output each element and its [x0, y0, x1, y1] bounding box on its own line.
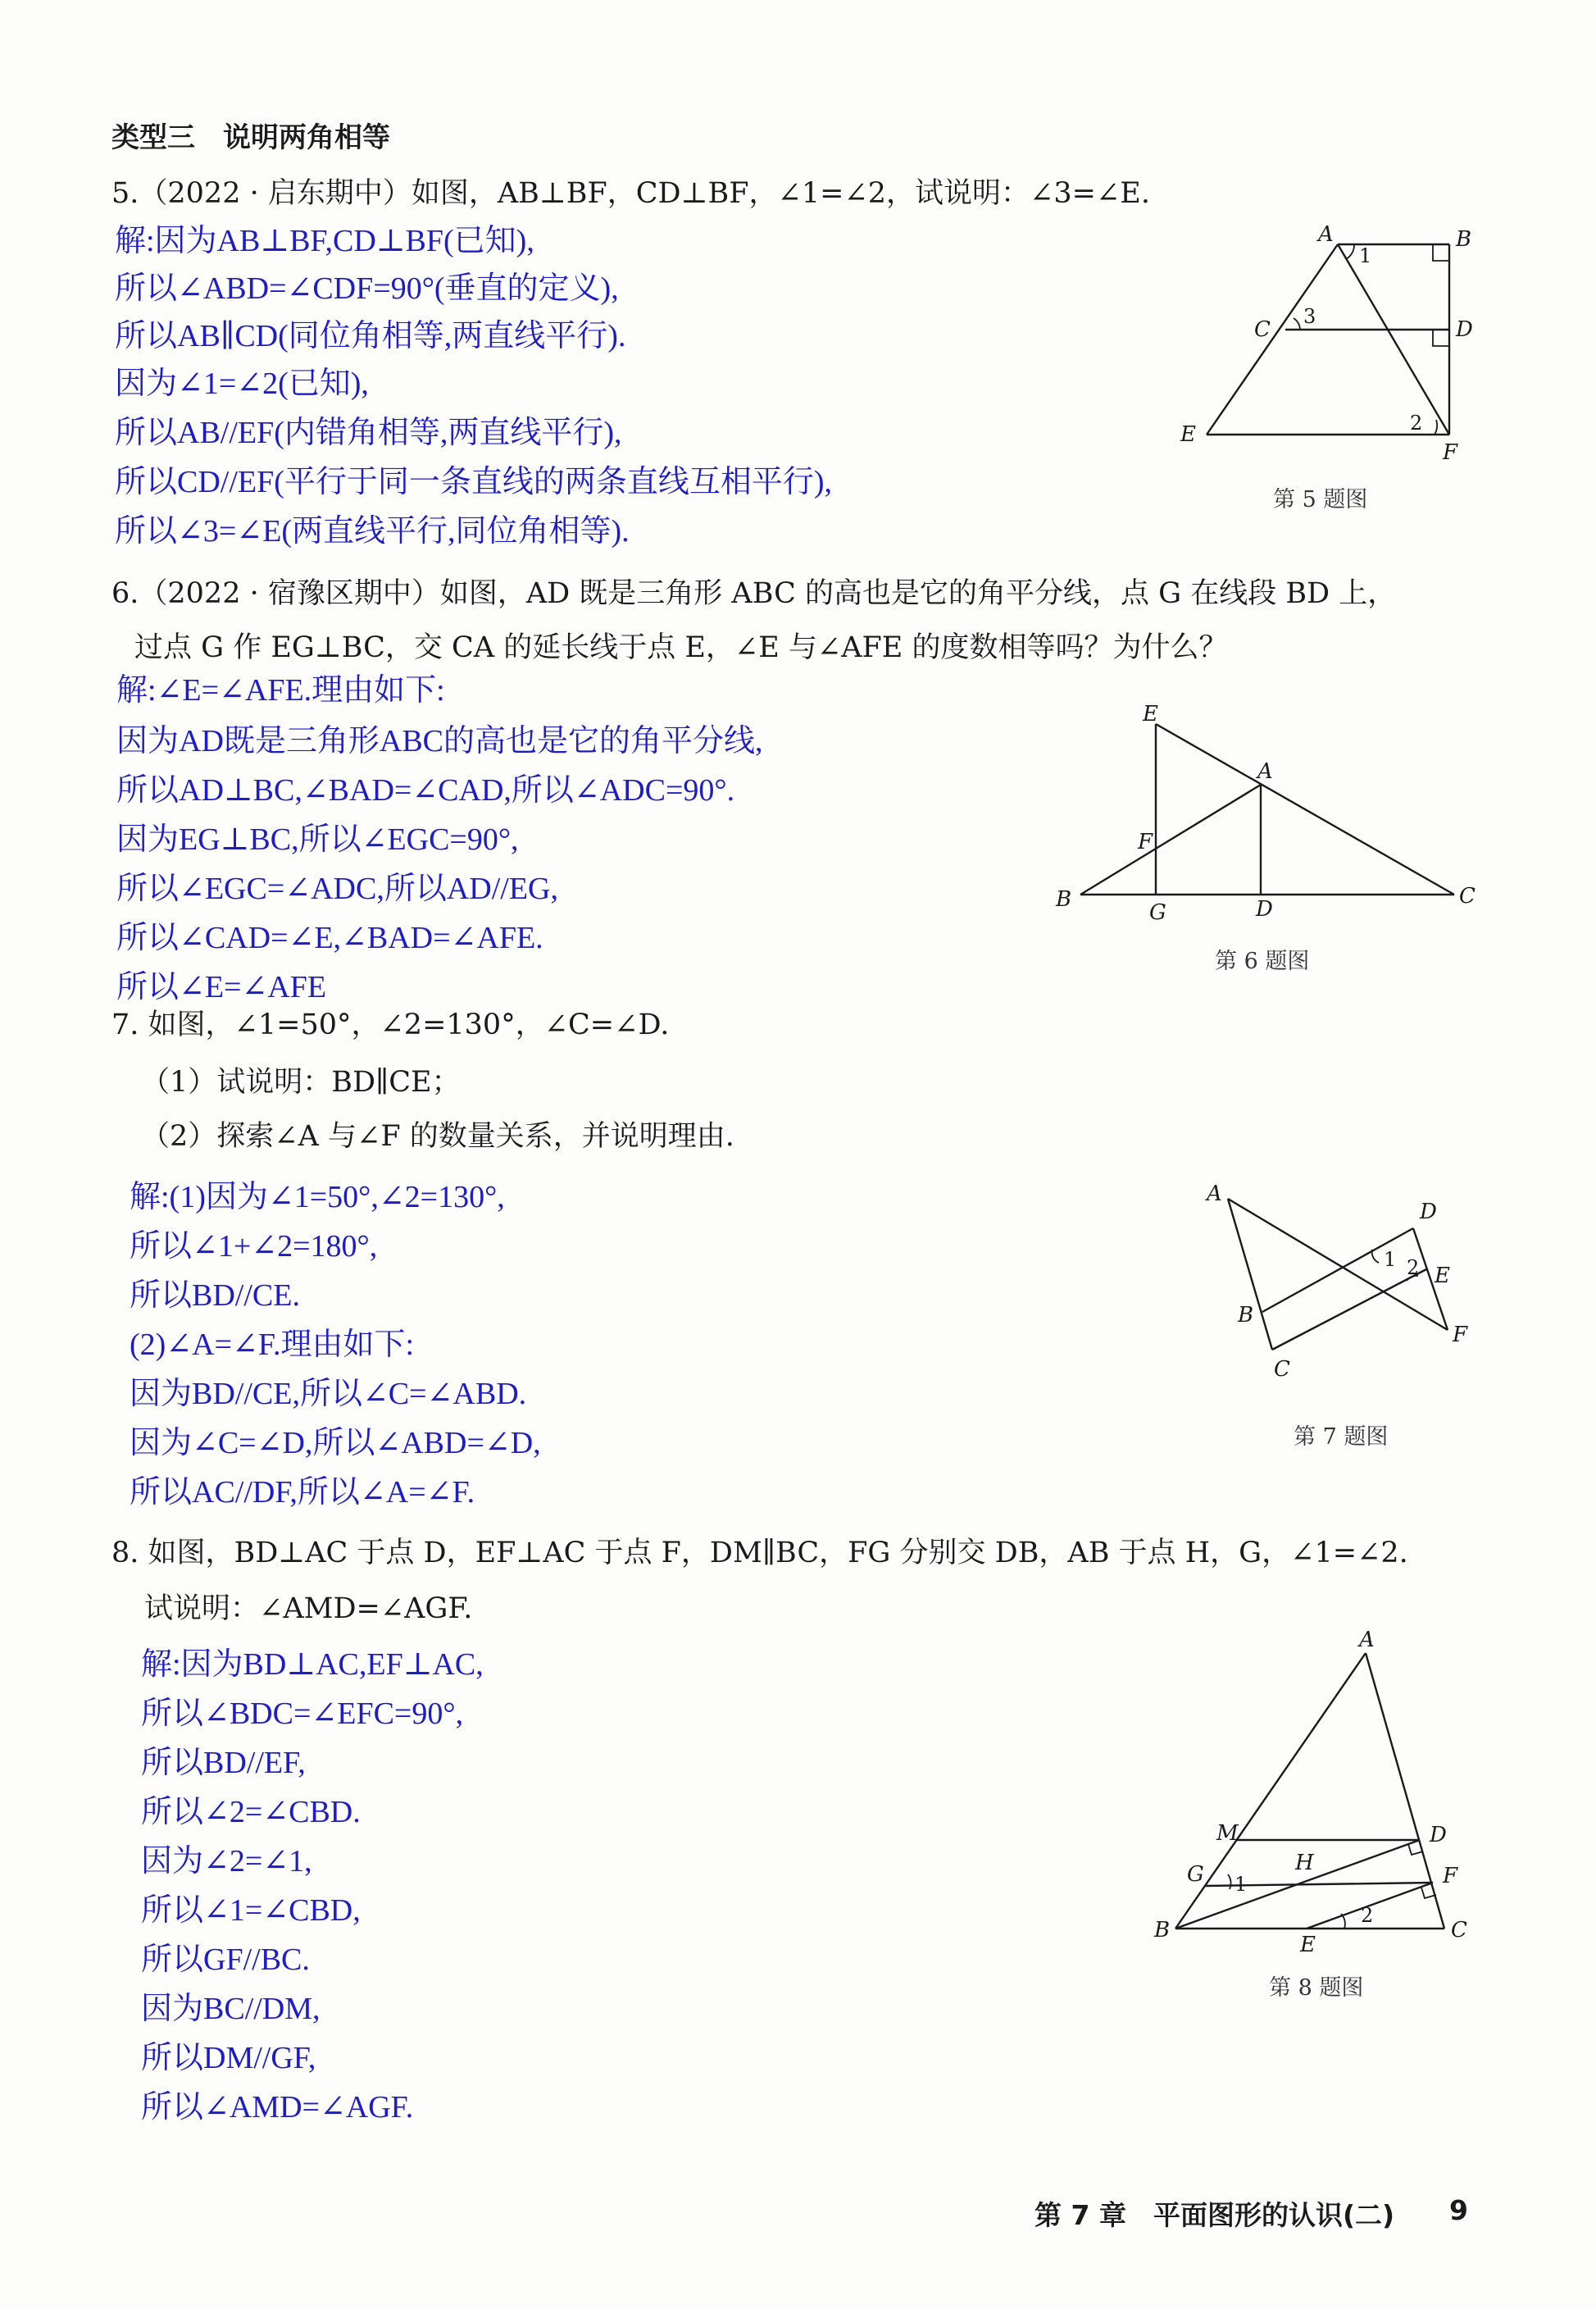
- point-label-F: F: [1443, 1864, 1458, 1888]
- point-label-C: C: [1254, 317, 1271, 342]
- answer-line: 因为AD既是三角形ABC的高也是它的角平分线,: [116, 724, 763, 758]
- point-label-M: M: [1216, 1821, 1239, 1846]
- point-label-E: E: [1435, 1264, 1450, 1288]
- answer-line: 所以AC//DF,所以∠A=∠F.: [130, 1475, 475, 1510]
- point-label-C: C: [1459, 884, 1476, 909]
- answer-line: 因为EG⊥BC,所以∠EGC=90°,: [116, 822, 519, 857]
- q6-stem-line2: 过点 G 作 EG⊥BC，交 CA 的延长线于点 E，∠E 与∠AFE 的度数相等吗？为什么？: [134, 631, 1228, 664]
- q5-figure: [1148, 221, 1476, 467]
- answer-line: 因为BD//CE,所以∠C=∠ABD.: [130, 1377, 527, 1411]
- angle-label-3: 3: [1303, 305, 1316, 328]
- point-label-F: F: [1443, 440, 1458, 465]
- q6-stem-line1: 6.（2022 · 宿豫区期中）如图，AD 既是三角形 ABC 的高也是它的角平分线，点 G 在线段 BD 上，: [111, 577, 1397, 610]
- answer-line: 所以∠1+∠2=180°,: [130, 1229, 378, 1264]
- footer-chapter: 第 7 章 平面图形的认识(二): [1034, 2199, 1395, 2231]
- point-label-E: E: [1143, 702, 1158, 726]
- answer-line: 所以∠2=∠CBD.: [141, 1795, 361, 1829]
- angle-label-1: 1: [1384, 1248, 1397, 1271]
- answer-line: 因为BC//DM,: [141, 1992, 321, 2026]
- angle-label-1: 1: [1235, 1873, 1248, 1896]
- q7-caption: 第 7 题图: [1294, 1424, 1389, 1450]
- answer-line: 所以∠3=∠E(两直线平行,同位角相等).: [115, 514, 630, 549]
- q5-caption: 第 5 题图: [1273, 487, 1368, 512]
- answer-line: 解:(1)因为∠1=50°,∠2=130°,: [130, 1180, 505, 1214]
- point-label-H: H: [1295, 1851, 1314, 1875]
- answer-line: 解:因为BD⊥AC,EF⊥AC,: [141, 1647, 484, 1682]
- angle-label-1: 1: [1359, 244, 1372, 267]
- q8-stem-line2: 试说明：∠AMD=∠AGF.: [144, 1592, 473, 1625]
- point-label-E: E: [1300, 1933, 1316, 1957]
- answer-line: 因为∠2=∠1,: [141, 1844, 312, 1879]
- q7-stem: 7. 如图，∠1=50°，∠2=130°，∠C=∠D.: [111, 1009, 670, 1041]
- answer-line: 所以AB//EF(内错角相等,两直线平行),: [115, 416, 622, 450]
- answer-line: 所以∠BDC=∠EFC=90°,: [141, 1696, 464, 1731]
- answer-line: 解:∠E=∠AFE.理由如下:: [116, 673, 445, 708]
- answer-line: 因为∠1=∠2(已知),: [115, 367, 369, 401]
- point-label-B: B: [1154, 1918, 1171, 1942]
- angle-label-2: 2: [1410, 412, 1423, 435]
- point-label-B: B: [1456, 227, 1472, 252]
- answer-line: 所以AB∥CD(同位角相等,两直线平行).: [115, 319, 626, 353]
- q6-caption: 第 6 题图: [1215, 949, 1310, 974]
- point-label-B: B: [1056, 887, 1072, 912]
- page-number: 9: [1449, 2194, 1468, 2226]
- answer-line: 所以∠ABD=∠CDF=90°(垂直的定义),: [115, 271, 619, 306]
- answer-line: 解:因为AB⊥BF,CD⊥BF(已知),: [115, 224, 534, 258]
- point-label-A: A: [1207, 1182, 1222, 1206]
- answer-line: 所以∠AMD=∠AGF.: [141, 2090, 414, 2125]
- answer-line: 所以DM//GF,: [141, 2041, 316, 2075]
- q7-part1: （1）试说明：BD∥CE；: [141, 1066, 461, 1099]
- point-label-A: A: [1257, 759, 1273, 784]
- point-label-A: A: [1359, 1628, 1375, 1652]
- point-label-C: C: [1451, 1918, 1467, 1942]
- point-label-E: E: [1180, 422, 1196, 447]
- point-label-A: A: [1318, 222, 1334, 247]
- answer-line: 因为∠C=∠D,所以∠ABD=∠D,: [130, 1426, 541, 1460]
- point-label-D: D: [1256, 897, 1273, 922]
- answer-line: 所以BD//CE.: [130, 1278, 300, 1313]
- answer-line: 所以∠E=∠AFE: [116, 970, 327, 1004]
- answer-line: 所以∠EGC=∠ADC,所以AD//EG,: [116, 872, 558, 906]
- point-label-D: D: [1430, 1823, 1447, 1847]
- answer-line: 所以AD⊥BC,∠BAD=∠CAD,所以∠ADC=90°.: [116, 773, 735, 808]
- q7-part2: （2）探索∠A 与∠F 的数量关系，并说明理由.: [141, 1120, 734, 1153]
- q7-figure-lines: [1197, 1181, 1492, 1386]
- answer-line: (2)∠A=∠F.理由如下:: [130, 1328, 415, 1362]
- q8-caption: 第 8 题图: [1269, 1975, 1364, 2001]
- q5-stem: 5.（2022 · 启东期中）如图，AB⊥BF，CD⊥BF，∠1=∠2，试说明：∠3=∠E.: [111, 177, 1150, 210]
- point-label-B: B: [1238, 1303, 1254, 1328]
- q8-figure: [1148, 1628, 1492, 1960]
- point-label-D: D: [1456, 317, 1473, 342]
- answer-line: 所以GF//BC.: [141, 1942, 310, 1977]
- answer-line: 所以CD//EF(平行于同一条直线的两条直线互相平行),: [115, 465, 833, 499]
- answer-line: 所以∠1=∠CBD,: [141, 1893, 361, 1928]
- answer-line: 所以∠CAD=∠E,∠BAD=∠AFE.: [116, 921, 543, 955]
- answer-line: 所以BD//EF,: [141, 1746, 306, 1780]
- point-label-F: F: [1138, 830, 1153, 854]
- q8-stem-line1: 8. 如图，BD⊥AC 于点 D，EF⊥AC 于点 F，DM∥BC，FG 分别交 DB，AB 于点 H，G，∠1=∠2.: [111, 1537, 1408, 1569]
- point-label-D: D: [1420, 1200, 1437, 1224]
- angle-label-2: 2: [1407, 1256, 1420, 1279]
- point-label-F: F: [1453, 1323, 1468, 1347]
- angle-label-2: 2: [1361, 1904, 1374, 1927]
- point-label-C: C: [1274, 1357, 1290, 1382]
- point-label-G: G: [1149, 900, 1166, 925]
- q6-figure: [1049, 701, 1492, 931]
- section-title: 类型三 说明两角相等: [111, 121, 390, 154]
- point-label-G: G: [1187, 1862, 1204, 1887]
